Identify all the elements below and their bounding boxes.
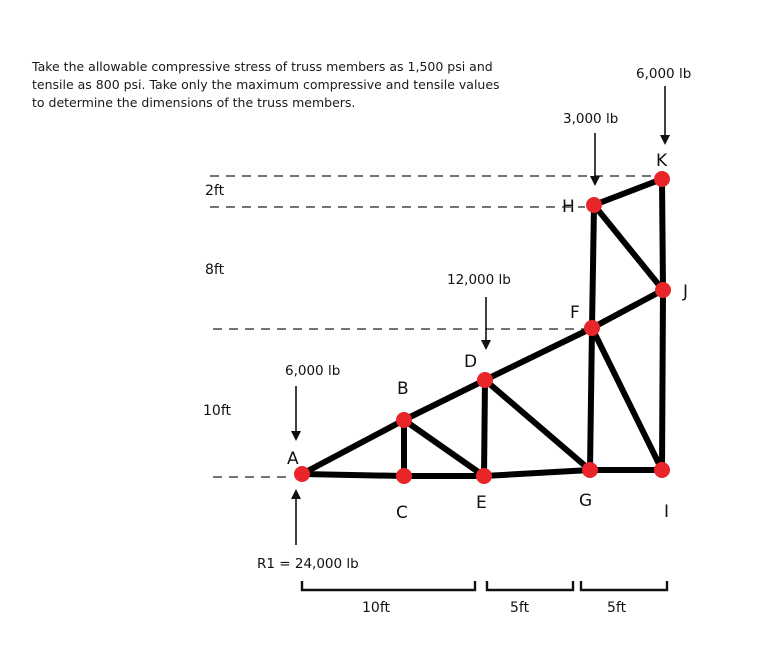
member-eg [484,470,590,476]
load-label-d: 12,000 lb [447,272,511,288]
dim-label-top: 2ft [205,183,225,199]
problem-line-3: to determine the dimensions of the truss members. [32,95,356,110]
load-label-h: 3,000 lb [563,111,619,127]
dim-bracket-right [581,581,667,590]
node-label-i: I [664,502,670,522]
node-label-d: D [464,352,478,372]
member-fg [590,328,592,470]
load-labels [257,66,691,572]
horizontal-dimension-brackets [302,581,667,590]
dim-label-right: 5ft [607,600,627,616]
node-label-k: K [656,151,668,171]
member-ab [302,420,404,474]
joint-g [582,462,598,478]
dim-label-left: 10ft [362,600,390,616]
joint-i [654,462,670,478]
node-label-j: J [683,282,689,302]
member-dg [485,380,590,470]
joint-h [586,197,602,213]
joint-e [476,468,492,484]
member-df [485,328,592,380]
problem-line-1: Take the allowable compressive stress of truss members as 1,500 psi and [32,59,493,74]
dim-label-middle: 5ft [510,600,530,616]
vertical-dimensions [203,183,231,419]
dim-bracket-middle [487,581,573,590]
joint-f [584,320,600,336]
member-hj [594,205,663,290]
horizontal-dimensions [362,600,627,616]
member-ji [662,290,663,470]
joint-j [655,282,671,298]
member-fj [592,290,663,328]
node-label-h: H [562,197,575,217]
dim-label-lower: 10ft [203,403,231,419]
problem-line-2: tensile as 800 psi. Take only the maximum compressive and tensile values [32,77,500,92]
dim-bracket-left [302,581,475,590]
member-be [404,420,484,476]
node-label-f: F [570,303,580,323]
reaction-label: R1 = 24,000 lb [257,556,359,572]
load-label-a: 6,000 lb [285,363,341,379]
member-de [484,380,485,476]
node-label-g: G [579,491,593,511]
member-ac [302,474,404,476]
member-fh [592,205,594,328]
joint-d [477,372,493,388]
member-fi [592,328,662,470]
joint-k [654,171,670,187]
node-label-a: A [287,449,299,469]
dim-label-upper: 8ft [205,262,225,278]
joint-b [396,412,412,428]
member-bd [404,380,485,420]
member-hk [594,179,662,205]
member-kj [662,179,663,290]
node-label-b: B [397,379,409,399]
joint-c [396,468,412,484]
truss-members [302,179,663,476]
load-label-k: 6,000 lb [636,66,692,82]
node-label-c: C [396,503,408,523]
node-label-e: E [476,493,487,513]
